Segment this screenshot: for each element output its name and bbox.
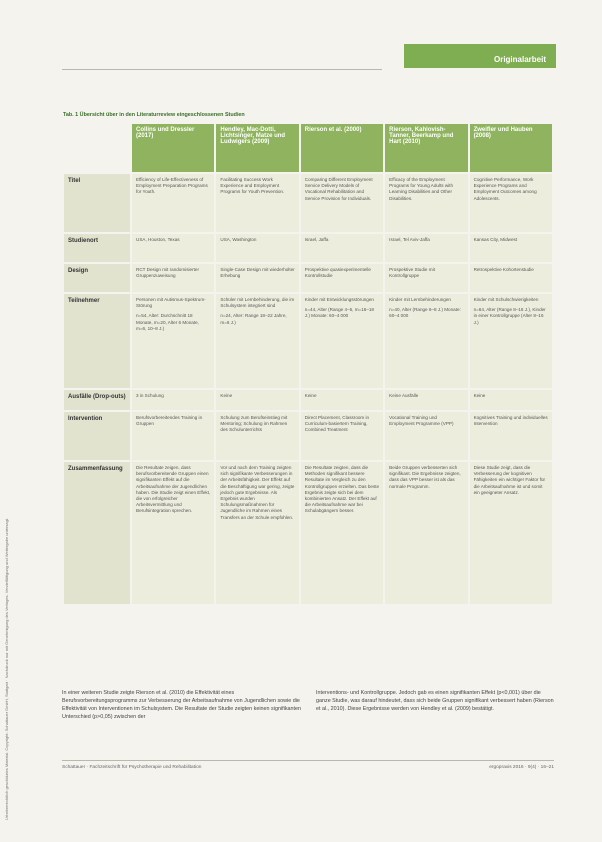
cell-text: Keine Ausfälle	[389, 393, 419, 398]
cell-text: Kinder mit Lernbehinderungen	[389, 297, 451, 302]
table-cell	[132, 264, 214, 292]
table-cell	[470, 234, 552, 262]
cell-text: Schulung zum Berufseinstieg mit Mentoring; Schulung im Rahmen des Schulunterrichts	[220, 415, 288, 433]
table-cell	[470, 294, 552, 388]
cell-text: Comparing Different Employment Service Delivery Models of Vocational Rehabilitation and Service Provision for Individuals.	[304, 177, 373, 201]
cell-text: Single-Case Design mit wiederholter Erhebung	[220, 267, 295, 279]
table-row	[64, 234, 552, 262]
cell-text: Personen mit Autismus-Spektrum-Störung	[136, 297, 206, 309]
footer-right: ergopraxis 2016 · 9(4) · 16–21	[489, 765, 554, 770]
table-cell	[132, 174, 214, 232]
table-row	[64, 264, 552, 292]
cell-text: Kognitives Training und individuelles Intervention	[473, 415, 548, 427]
studies-table	[62, 122, 554, 606]
table-cell	[385, 174, 467, 232]
table-cell	[301, 390, 383, 410]
cell-text: Direct Placement, Classroom in Curriculum-basiertem Training, Combined Treatment	[304, 415, 370, 433]
table-cell	[470, 412, 552, 460]
table-cell	[216, 174, 298, 232]
cell-text: Kinder mit Schulschwierigkeiten	[473, 297, 539, 302]
cell-text: 3 in Schulung	[136, 393, 164, 398]
column-header: Hendley, Mac-Dotti, Lichtsinger, Matze und Ludwigers (2009)	[216, 124, 298, 172]
table-cell	[132, 390, 214, 410]
row-header: Teilnehmer	[64, 294, 130, 388]
table-caption: Tab. 1 Übersicht über in den Literaturreview eingeschlossenen Studien	[63, 112, 245, 118]
cell-text: n=24, Alter: Range 18–22 Jahre, m=6 J.)	[220, 313, 287, 325]
footer-rule	[62, 760, 554, 761]
table-cell	[132, 294, 214, 388]
cell-text: Schüler mit Lernbehinderung, die im Schulsystem integriert sind	[220, 297, 295, 309]
table-body	[64, 174, 552, 604]
table-cell	[385, 390, 467, 410]
column-header: Rierson et al. (2000)	[301, 124, 383, 172]
cell-text: Prospektive Studie mit Kontrollgruppe	[389, 267, 435, 279]
table-cell	[301, 234, 383, 262]
cell-text: Cognitive Performance, Work Experience Programs and Employment Outcomes among Adolescents.	[473, 177, 537, 201]
cell-text: Keine	[304, 393, 317, 398]
cell-text: Beide Gruppen verbesserten sich signifikant. Die Ergebnisse zeigten, dass das VPP besser ist als das normale Programm.	[389, 465, 461, 489]
table-cell	[216, 390, 298, 410]
column-header: Zweifler und Hauben (2008)	[470, 124, 552, 172]
table-cell	[470, 174, 552, 232]
table-row	[64, 462, 552, 604]
cell-text: Israel, Tel Aviv-Jaffa	[389, 237, 430, 242]
table-cell	[132, 234, 214, 262]
table-cell	[470, 462, 552, 604]
row-header: Design	[64, 264, 130, 292]
cell-text: Diese Studie zeigt, dass die Verbesserung der kognitiven Fähigkeiten ein wichtiger Faktor für die Arbeitsaufnahme ist und somit ein geeigneter Ansatz.	[473, 465, 546, 495]
table-cell	[385, 294, 467, 388]
table-cell	[216, 294, 298, 388]
table-cell	[385, 234, 467, 262]
cell-text: USA, Houston, Texas	[136, 237, 180, 242]
cell-text: USA, Washington	[220, 237, 257, 242]
row-header: Studienort	[64, 234, 130, 262]
table-cell	[385, 412, 467, 460]
table-corner	[64, 124, 130, 172]
table-cell	[216, 462, 298, 604]
cell-text: n=40, Alter (Range 6–8 J.) Monate: 60–4 000	[389, 307, 461, 319]
table-cell	[132, 412, 214, 460]
cell-text: Keine	[473, 393, 486, 398]
table-header-row	[64, 124, 552, 172]
table-cell	[301, 264, 383, 292]
table-row	[64, 412, 552, 460]
cell-text: Israel, Jaffa	[304, 237, 329, 242]
row-header: Titel	[64, 174, 130, 232]
cell-text: Efficiency of Life-Effectiveness of Employment Preparation Programs for Youth.	[136, 177, 208, 195]
table-cell	[132, 462, 214, 604]
cell-text: Prospektive quasiexperimentelle Kontrollstudie	[304, 267, 371, 279]
cell-text: RCT Design mit randomisierter Gruppenzuweisung	[136, 267, 199, 279]
body-text-left: In einer weiteren Studie zeigte Rierson et al. (2010) die Effektivität eines Berufsvorbereitungsprogramms zur Verbesserung der Arbeitsaufnahme von Jugendlichen sowie die Effektivität von Interventionen im Schulsystem. Die Resultate der Studie zeigten keinen signifikanten Unterschied (p>0,05) zwischen der	[62, 690, 302, 721]
table-cell	[216, 264, 298, 292]
side-note: Urheberrechtlich geschütztes Material. Copyright: Schattauer GmbH, Stuttgart · Nachdruck nur mit Genehmigung des Verlages. Vervielfältigung und Weitergabe untersagt.	[4, 517, 9, 820]
table-row	[64, 390, 552, 410]
cell-text: Vor und nach dem Training zeigten sich signifikante Verbesserungen in der Arbeitsfähigkeit. Der Effekt auf die Beschäftigung war gering, zeigte jedoch gute Ergebnisse. Als Ergebnis wurden Schulungsmaßnahmen für Jugendliche im Rahmen eines Transfers an der Schule empfohlen.	[220, 465, 295, 520]
cell-text: n=54, Alter: Durchschnitt 18 Monate, m=20, Alter 6 Monate, m=6, 10–8 J.)	[136, 313, 199, 331]
table-cell	[385, 462, 467, 604]
body-text-right: Interventions- und Kontrollgruppe. Jedoch gab es einen signifikanten Effekt (p<0,001) über die ganze Studie, was darauf hindeutet, dass sich beide Gruppen signifikant verbessert haben (Rierson et al., 2010). Diese Ergebnisse werden von Hendley et al. (2009) bestätigt.	[316, 690, 554, 713]
cell-text: Berufsvorbereitendes Training in Gruppen	[136, 415, 203, 427]
column-header: Collins und Dressler (2017)	[132, 124, 214, 172]
table-cell	[470, 264, 552, 292]
cell-text: Kinder mit Entwicklungsstörungen	[304, 297, 374, 302]
table-cell	[216, 412, 298, 460]
table-cell	[301, 412, 383, 460]
table-cell	[301, 462, 383, 604]
column-header: Rierson, Kahlovish-Tanner, Beerkamp und Hart (2010)	[385, 124, 467, 172]
header-rule	[62, 69, 382, 70]
table-row	[64, 294, 552, 388]
footer-left: Schattauer · Fachzeitschrift für Psychotherapie und Rehabilitation	[62, 765, 202, 770]
section-label: Originalarbeit	[404, 44, 556, 68]
cell-text: Vocational Training und Employment Programme (VPP)	[389, 415, 454, 427]
cell-text: Retrospektive Kohortenstudie	[473, 267, 534, 272]
cell-text: n=64, Alter (Range 8–16 J.), Kinder in einer Kontrollgruppe (Alter 8–16 J.)	[473, 307, 546, 325]
row-header: Zusammenfassung	[64, 462, 130, 604]
table-row	[64, 174, 552, 232]
cell-text: Efficacy of the Employment Programs for Young Adults with Learning Disabilities and Other Disabilities.	[389, 177, 454, 201]
table-cell	[301, 174, 383, 232]
cell-text: Facilitating Success Work Experience and Employment Programs for Youth Prevention.	[220, 177, 285, 195]
table-cell	[301, 294, 383, 388]
row-header: Intervention	[64, 412, 130, 460]
table-cell	[385, 264, 467, 292]
cell-text: n=44, Alter (Range 4–5, m=16–18 J.) Monate: 60–4 000	[304, 307, 374, 319]
cell-text: Kansas City, Midwest	[473, 237, 518, 242]
cell-text: Keine	[220, 393, 233, 398]
cell-text: Die Resultate zeigen, dass berufsvorbereitende Gruppen einen signifikanten Effekt auf die Arbeitsaufnahme der Jugendlichen haben. Die Studie zeigt einen Effekt, die von erfolgreicher Arbeitsvermittlung und Berufsintegration sprechen.	[136, 465, 211, 514]
row-header: Ausfälle (Drop-outs)	[64, 390, 130, 410]
table-cell	[470, 390, 552, 410]
cell-text: Die Resultate zeigten, dass die Methoden signifikant bessere Resultate im Vergleich zu den Kontrollgruppen erzielten. Das beste Ergebnis zeigte sich bei dem kombinierten Ansatz. Der Effekt auf die Arbeitsaufnahme war bei Schulabgängern besser.	[304, 465, 380, 514]
table-cell	[216, 234, 298, 262]
